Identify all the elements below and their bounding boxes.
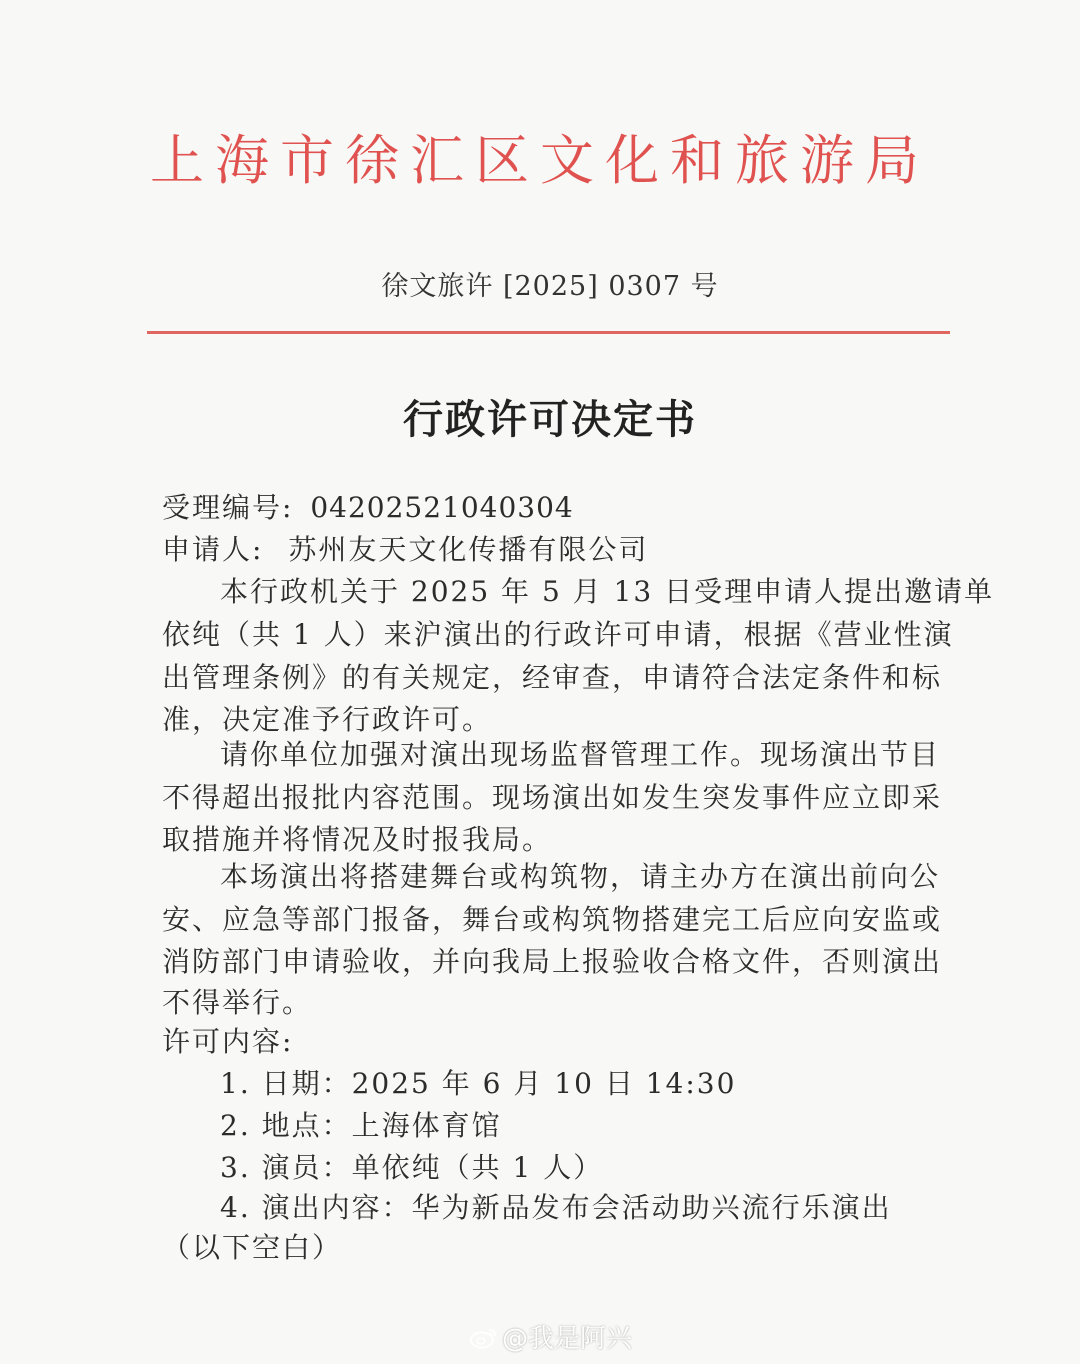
blank-note: （以下空白）: [162, 1231, 343, 1264]
acceptance-number-row: [162, 488, 574, 528]
applicant-label: 申请人:: [162, 533, 264, 566]
paragraph-3-line: 不得举行。: [162, 986, 313, 1019]
watermark: [470, 1318, 632, 1355]
permit-item: 2. 地点：上海体育馆: [220, 1109, 502, 1142]
paragraph-2-line: 请你单位加强对演出现场监督管理工作。现场演出节目: [220, 738, 941, 771]
permit-item: 3. 演员：单依纯（共 1 人）: [220, 1151, 604, 1184]
paragraph-2-line: 不得超出报批内容范围。现场演出如发生突发事件应立即采: [162, 781, 943, 814]
paragraph-2-line: 取措施并将情况及时报我局。: [162, 823, 553, 856]
paragraph-3-line: 本场演出将搭建舞台或构筑物，请主办方在演出前向公: [220, 860, 941, 893]
paragraph-3-line: 消防部门申请验收，并向我局上报验收合格文件，否则演出: [162, 945, 943, 978]
paragraph-1-line: 依纯（共 1 人）来沪演出的行政许可申请，根据《营业性演: [162, 618, 954, 651]
permit-heading: 许可内容:: [162, 1025, 294, 1058]
document-type-title: 行政许可决定书: [403, 397, 697, 443]
permit-item: 4. 演出内容：华为新品发布会活动助兴流行乐演出: [220, 1191, 892, 1224]
weibo-icon: [470, 1326, 498, 1348]
watermark-text: @我是阿兴: [502, 1324, 633, 1354]
applicant-value: 苏州友天文化传播有限公司: [288, 533, 649, 566]
paragraph-3-line: 安、应急等部门报备，舞台或构筑物搭建完工后应向安监或: [162, 903, 943, 936]
agency-header: 上海市徐汇区文化和旅游局: [150, 129, 930, 192]
applicant-row: [162, 530, 648, 570]
permit-item: 1. 日期：2025 年 6 月 10 日 14:30: [220, 1067, 737, 1100]
paragraph-1-line: 出管理条例》的有关规定，经审查，申请符合法定条件和标: [162, 661, 943, 694]
paragraph-1-line: 准，决定准予行政许可。: [162, 703, 493, 736]
acceptance-number-value: 04202521040304: [310, 491, 574, 524]
acceptance-number-label: 受理编号:: [162, 491, 294, 524]
red-divider: [147, 331, 950, 334]
paragraph-1-line: 本行政机关于 2025 年 5 月 13 日受理申请人提出邀请单: [220, 575, 995, 608]
document-number: 徐文旅许 [2025] 0307 号: [381, 271, 719, 302]
